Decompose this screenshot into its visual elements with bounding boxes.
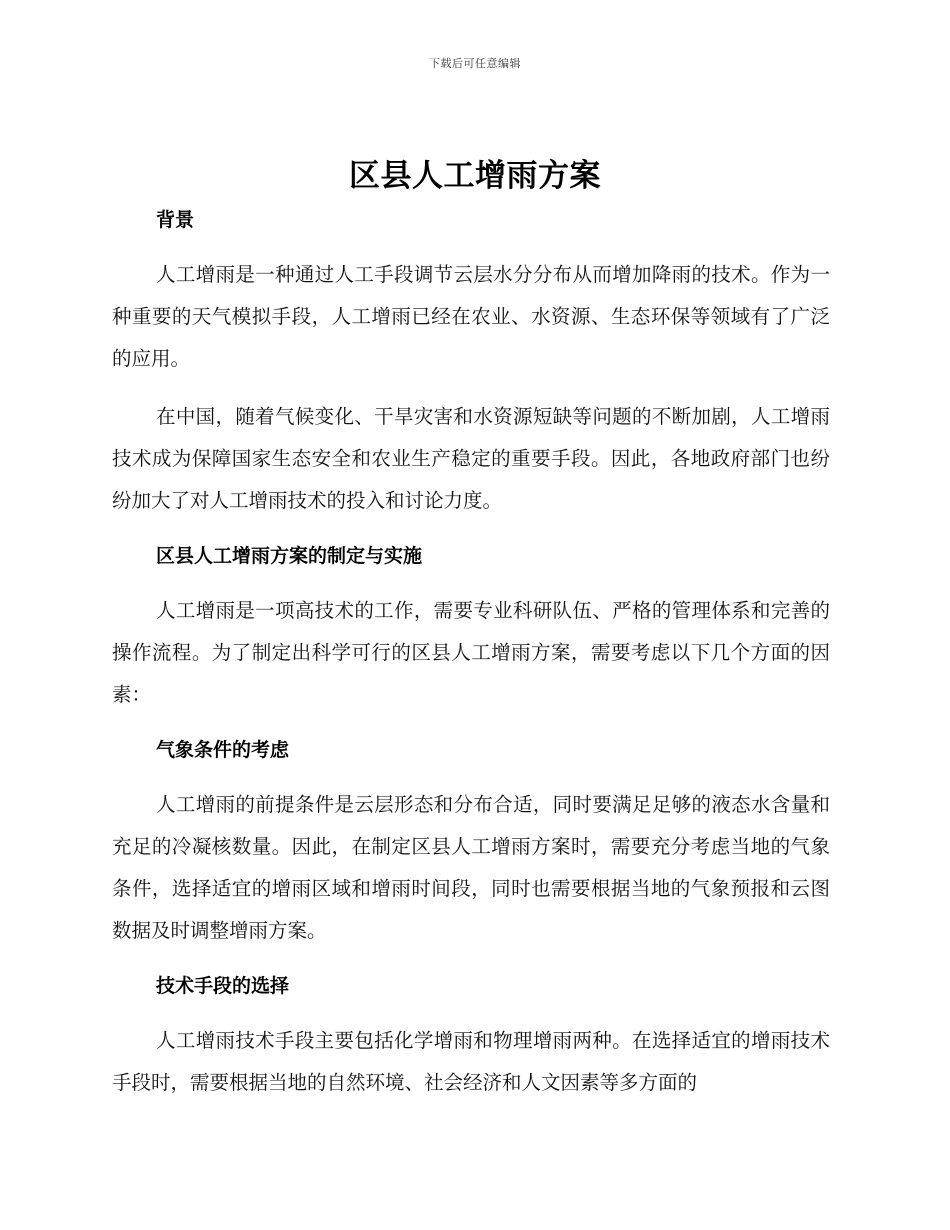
paragraph: 人工增雨的前提条件是云层形态和分布合适，同时要满足足够的液态水含量和充足的冷凝核数量。因此，在制定区县人工增雨方案时，需要充分考虑当地的气象条件，选择适宜的增雨区域和增雨时间段，同时也需要根据当地的气象预报和云图数据及时调整增雨方案。 xyxy=(112,793,830,942)
section-heading: 背景 xyxy=(156,209,195,231)
document-body xyxy=(112,202,830,1120)
document-title: 区县人工增雨方案 xyxy=(349,158,601,194)
paragraph: 在中国，随着气候变化、干旱灾害和水资源短缺等问题的不断加剧，人工增雨技术成为保障国家生态安全和农业生产稳定的重要手段。因此，各地政府部门也纷纷加大了对人工增雨技术的投入和讨论力度。 xyxy=(112,405,830,512)
paragraph: 人工增雨是一种通过人工手段调节云层水分分布从而增加降雨的技术。作为一种重要的天气模拟手段，人工增雨已经在农业、水资源、生态环保等领域有了广泛的应用。 xyxy=(112,263,830,370)
section-heading: 气象条件的考虑 xyxy=(156,739,290,761)
paragraph: 人工增雨技术手段主要包括化学增雨和物理增雨两种。在选择适宜的增雨技术手段时，需要根据当地的自然环境、社会经济和人文因素等多方面的 xyxy=(112,1029,830,1094)
section-heading: 技术手段的选择 xyxy=(156,975,290,997)
paragraph: 人工增雨是一项高技术的工作，需要专业科研队伍、严格的管理体系和完善的操作流程。为了制定出科学可行的区县人工增雨方案，需要考虑以下几个方面的因素： xyxy=(112,599,830,706)
section-heading: 区县人工增雨方案的制定与实施 xyxy=(156,545,423,567)
header-note: 下载后可任意编辑 xyxy=(429,57,521,70)
